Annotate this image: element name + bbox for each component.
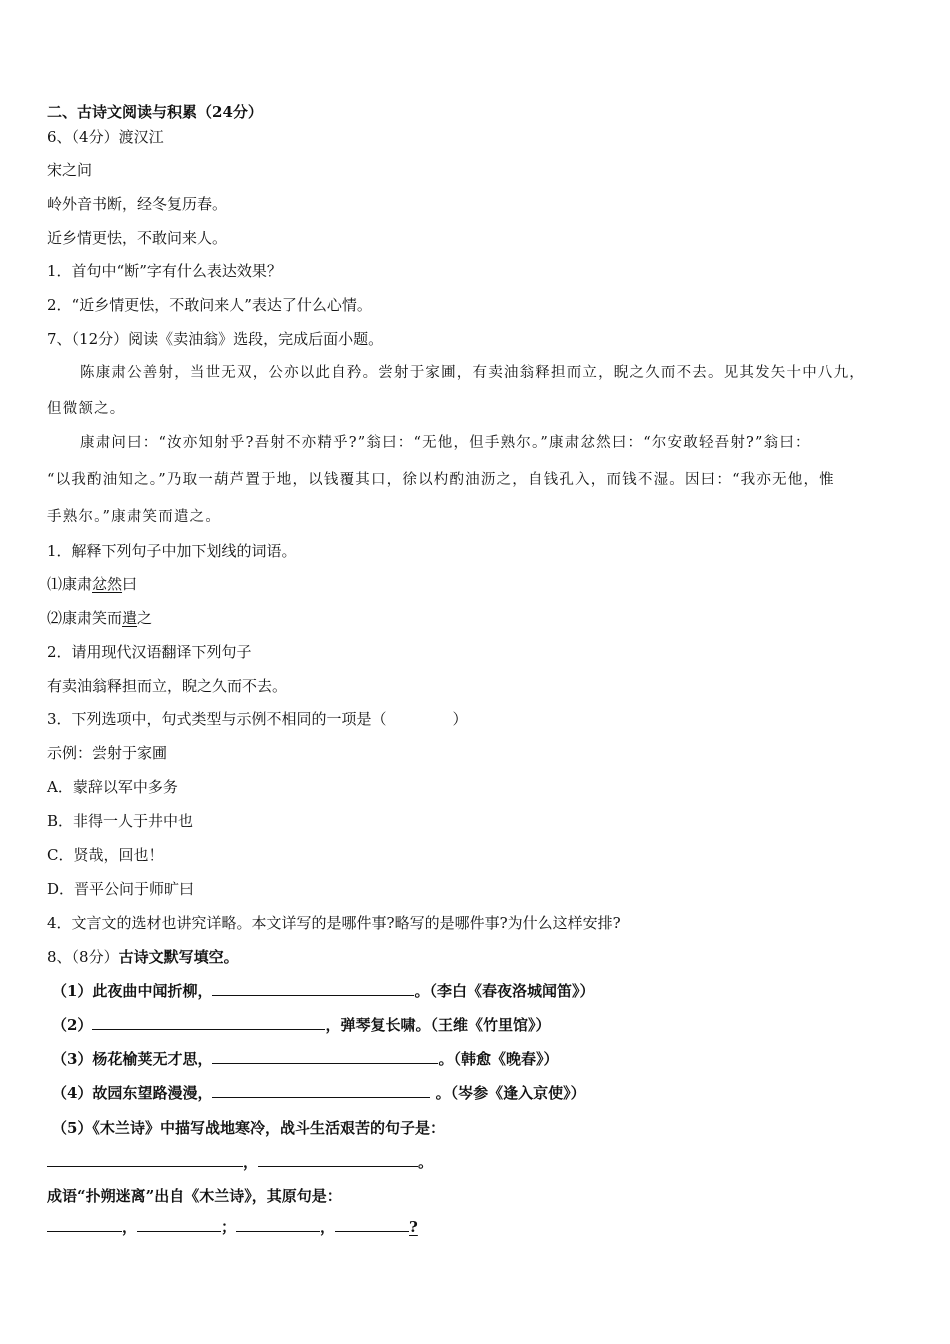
q7-passage-para1-line2: 但微颔之。 <box>47 401 126 417</box>
answer-blank[interactable] <box>47 1152 243 1167</box>
option-a: A．蒙辞以军中多务 <box>47 778 178 796</box>
q7-sub4: 4．文言文的选材也讲究详略。本文详写的是哪件事?略写的是哪件事?为什么这样安排? <box>47 914 621 932</box>
answer-blank[interactable] <box>212 1049 438 1064</box>
sub1-a-suffix: 曰 <box>122 575 138 593</box>
fill-item-4-prefix: （4）故园东望路漫漫， <box>52 1084 213 1102</box>
sub1-b-prefix: ⑵康肃笑而 <box>47 609 123 627</box>
option-d: D．晋平公问于师旷曰 <box>47 880 195 898</box>
answer-blank[interactable] <box>212 981 414 996</box>
q6-author: 宋之问 <box>47 161 93 179</box>
comma: ， <box>122 1218 138 1236</box>
answer-blank[interactable] <box>335 1217 409 1232</box>
q7-heading: 7、（12分）阅读《卖油翁》选段，完成后面小题。 <box>47 330 384 348</box>
q6-heading: 6、（4分）渡汉江 <box>47 128 164 146</box>
q7-sub1: 1．解释下列句子中加下划线的词语。 <box>47 542 297 560</box>
q8-title: 古诗文默写填空。 <box>118 948 239 966</box>
underlined-word-qian: 遣 <box>122 609 138 627</box>
option-c: C．贤哉，回也！ <box>47 846 164 864</box>
q7-passage-para2-line1: 康肃问曰：“汝亦知射乎?吾射不亦精乎?”翁曰：“无他，但手熟尔。”康肃忿然曰：“尔安敢轻吾射?”翁曰： <box>80 435 811 451</box>
q6-question-2: 2．“近乡情更怯，不敢问来人”表达了什么心情。 <box>47 296 372 314</box>
q7-passage-para2-line2: “以我酌油知之。”乃取一葫芦置于地，以钱覆其口，徐以杓酌油沥之，自钱孔入，而钱不湿。因曰：“我亦无他，惟 <box>47 472 835 488</box>
answer-blank[interactable] <box>212 1083 430 1098</box>
fill-item-2 <box>52 1015 550 1035</box>
answer-blank[interactable] <box>258 1152 418 1167</box>
q7-sub3-example: 示例：尝射于家圃 <box>47 744 168 762</box>
sub3-close-paren: ） <box>452 710 468 728</box>
q7-sub2-sentence: 有卖油翁释担而立，睨之久而不去。 <box>47 677 288 695</box>
semicolon: ； <box>221 1218 237 1236</box>
q6-poem-line-2: 近乡情更怯，不敢问来人。 <box>47 229 228 247</box>
answer-blank[interactable] <box>47 1217 122 1232</box>
fill-item-3 <box>52 1049 558 1069</box>
sub1-a-prefix: ⑴康肃 <box>47 575 93 593</box>
period: 。 <box>418 1153 434 1171</box>
comma: ， <box>320 1218 336 1236</box>
fill-item-1 <box>52 981 594 1001</box>
fill-item-1-prefix: （1）此夜曲中闻折柳， <box>52 982 213 1000</box>
fill-item-5: （5）《木兰诗》中描写战地寒冷，战斗生活艰苦的句子是： <box>52 1119 445 1137</box>
idiom-blanks <box>47 1217 418 1237</box>
option-b: B．非得一人于井中也 <box>47 812 194 830</box>
underlined-word-fenran: 忿然 <box>92 575 123 593</box>
fill-item-2-prefix: （2） <box>52 1016 93 1034</box>
fill-item-4 <box>52 1083 586 1103</box>
q7-sub2: 2．请用现代汉语翻译下列句子 <box>47 643 252 661</box>
q6-question-1: 1．首句中“断”字有什么表达效果？ <box>47 262 282 280</box>
fill-item-5-blanks <box>47 1152 433 1172</box>
question-mark: ? <box>409 1218 418 1236</box>
q7-sub1-a <box>47 574 137 594</box>
sub3-text: 3．下列选项中，句式类型与示例不相同的一项是（ <box>47 710 387 728</box>
answer-blank[interactable] <box>236 1217 320 1232</box>
q8-heading <box>47 947 239 967</box>
answer-blank[interactable] <box>92 1015 325 1030</box>
comma: ， <box>243 1153 259 1171</box>
idiom-line: 成语“扑朔迷离”出自《木兰诗》，其原句是： <box>47 1187 342 1205</box>
fill-item-3-prefix: （3）杨花榆荚无才思， <box>52 1050 213 1068</box>
sub1-b-suffix: 之 <box>137 609 153 627</box>
section-title: 二、古诗文阅读与积累（24分） <box>47 103 263 121</box>
answer-blank[interactable] <box>137 1217 221 1232</box>
q7-sub1-b <box>47 608 152 628</box>
fill-item-4-suffix: 。（岑参《逢入京使》） <box>430 1084 586 1102</box>
q8-number: 8、（8分） <box>47 948 119 966</box>
fill-item-3-suffix: 。（韩愈《晚春》） <box>438 1050 559 1068</box>
q6-poem-line-1: 岭外音书断，经冬复历春。 <box>47 195 228 213</box>
q7-sub3 <box>47 709 468 729</box>
fill-item-1-suffix: 。（李白《春夜洛城闻笛》） <box>414 982 595 1000</box>
fill-item-2-suffix: ，弹琴复长啸。（王维《竹里馆》） <box>325 1016 551 1034</box>
q7-passage-para1-line1: 陈康肃公善射，当世无双，公亦以此自矜。尝射于家圃，有卖油翁释担而立，睨之久而不去。见其发矢十中八九， <box>80 365 865 381</box>
q7-passage-para2-line3: 手熟尔。”康肃笑而遣之。 <box>47 509 222 525</box>
